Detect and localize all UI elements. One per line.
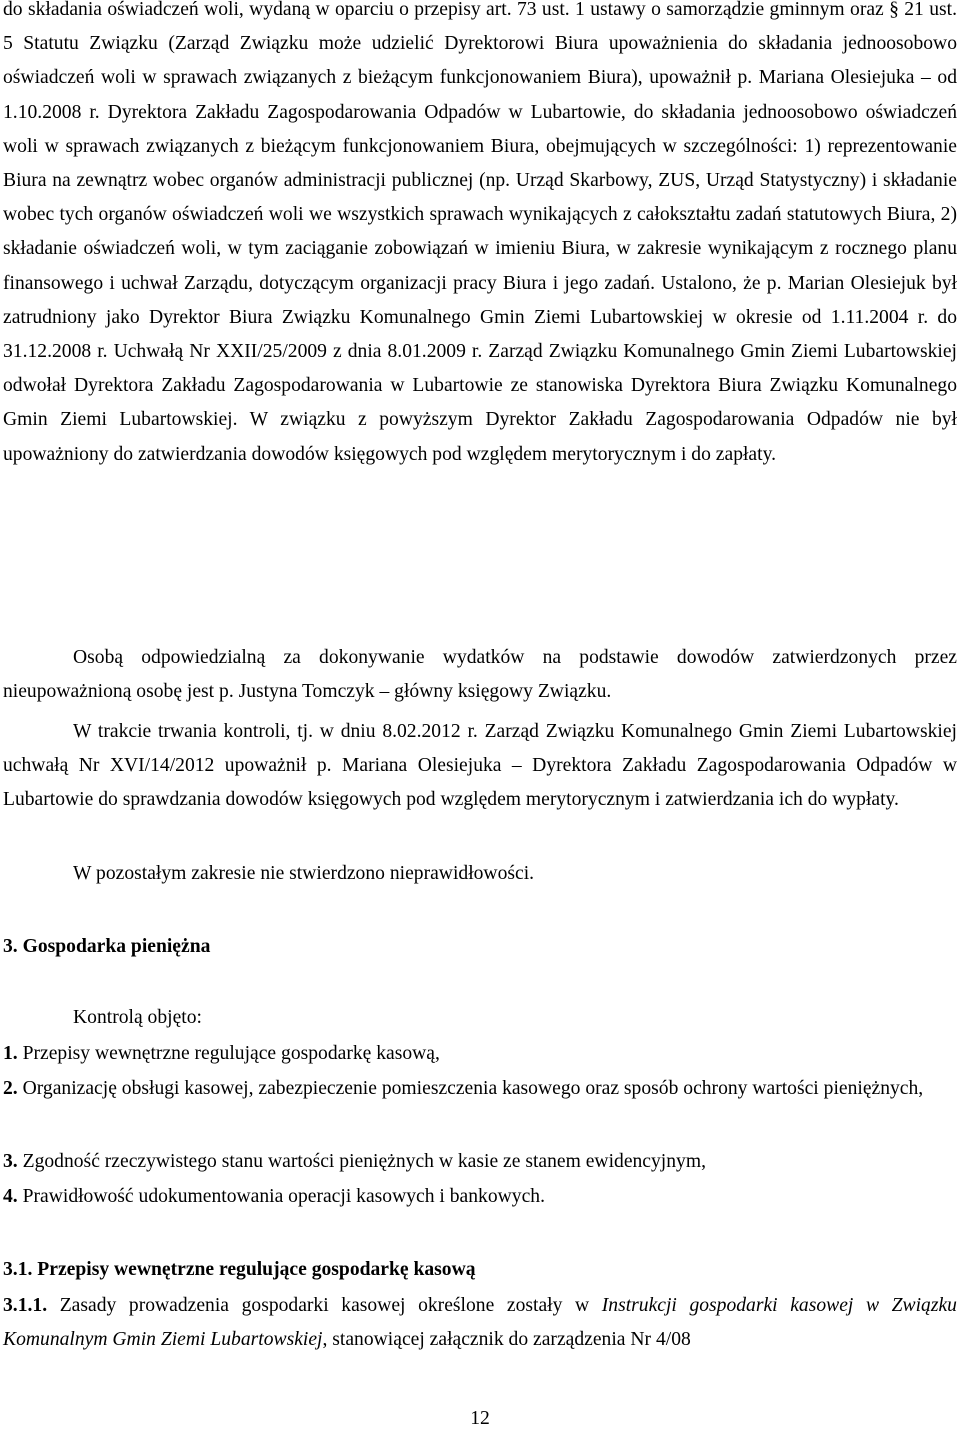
scope-item bbox=[3, 1180, 957, 1214]
scope-item bbox=[3, 1145, 957, 1179]
scope-item-text: Prawidłowość udokumentowania operacji kasowych i bankowych. bbox=[22, 1186, 545, 1207]
paragraph-authorization: do składania oświadczeń woli, wydaną w oparciu o przepisy art. 73 ust. 1 ustawy o samorządzie gminnym oraz § 21 ust. 5 Statutu Związku (Zarząd Związku może udzielić Dyrektorowi Biura upoważnienia do składania jednoosobowo oświadczeń woli w sprawach związanych z bieżącym funkcjonowaniem Biura), upoważnił p. Mariana Olesiejuka – od 1.10.2008 r. Dyrektora Zakładu Zagospodarowania Odpadów w Lubartowie, do składania jednoosobowo oświadczeń woli w sprawach związanych z bieżącym funkcjonowaniem Biura, obejmujących w szczególności: 1) reprezentowanie Biura na zewnątrz wobec organów administracji publicznej (np. Urząd Skarbowy, ZUS, Urząd Statystyczny) i składanie wobec tych organów oświadczeń woli we wszystkich sprawach wynikających z całokształtu zadań statutowych Biura, 2) składanie oświadczeń woli, w tym zaciąganie zobowiązań w imieniu Biura, w zakresie wynikającym z rocznego planu finansowego i uchwał Zarządu, dotyczącym organizacji pracy Biura i jego zadań. Ustalono, że p. Marian Olesiejuk był zatrudniony jako Dyrektor Biura Związku Komunalnego Gmin Ziemi Lubartowskiej w okresie od 1.11.2004 r. do 31.12.2008 r. Uchwałą Nr XXII/25/2009 z dnia 8.01.2009 r. Zarząd Związku Komunalnego Gmin Ziemi Lubartowskiej odwołał Dyrektora Zakładu Zagospodarowania w Lubartowie ze stanowiska Dyrektora Biura Związku Komunalnego Gmin Ziemi Lubartowskiej. W związku z powyższym Dyrektor Zakładu Zagospodarowania Odpadów nie był upoważniony do zatwierdzania dowodów księgowych pod względem merytorycznym i do zapłaty. bbox=[3, 0, 957, 465]
scope-item-text: Zgodność rzeczywistego stanu wartości pieniężnych w kasie ze stanem ewidencyjnym, bbox=[22, 1151, 706, 1172]
subsection-heading: 3.1. Przepisy wewnętrzne regulujące gospodarkę kasową bbox=[3, 1259, 476, 1280]
paragraph-number: 3.1.1. bbox=[3, 1295, 48, 1316]
scope-item-text: Organizację obsługi kasowej, zabezpieczenie pomieszczenia kasowego oraz sposób ochrony wartości pieniężnych, bbox=[22, 1078, 924, 1099]
scope-item bbox=[3, 1072, 957, 1106]
scope-item-number: 3. bbox=[3, 1151, 18, 1172]
scope-intro: Kontrolą objęto: bbox=[73, 1007, 202, 1028]
paragraph-text: Zasady prowadzenia gospodarki kasowej określone zostały w bbox=[59, 1295, 590, 1316]
scope-item-number: 2. bbox=[3, 1078, 18, 1099]
page-number: 12 bbox=[470, 1408, 490, 1429]
paragraph-responsible-person: Osobą odpowiedzialną za dokonywanie wydatków na podstawie dowodów zatwierdzonych przez nieupoważnioną osobę jest p. Justyna Tomczyk – główny księgowy Związku. bbox=[3, 647, 957, 703]
document-title-italic: Instrukcji gospodarki kasowej w Związku Komunalnym Gmin Ziemi Lubartowskiej bbox=[3, 1295, 957, 1351]
scope-item-number: 1. bbox=[3, 1043, 18, 1064]
scope-item bbox=[3, 1037, 957, 1071]
section-heading: 3. Gospodarka pieniężna bbox=[3, 936, 211, 957]
paragraph-control-authorization: W trakcie trwania kontroli, tj. w dniu 8.02.2012 r. Zarząd Związku Komunalnego Gmin Ziemi Lubartowskiej uchwałą Nr XVI/14/2012 upoważnił p. Mariana Olesiejuka – Dyrektora Zakładu Zagospodarowania Odpadów w Lubartowie do sprawdzania dowodów księgowych pod względem merytorycznym i zatwierdzania ich do wypłaty. bbox=[3, 721, 957, 811]
scope-item-number: 4. bbox=[3, 1186, 18, 1207]
paragraph-cash-rules bbox=[3, 1289, 957, 1357]
scope-item-text: Przepisy wewnętrzne regulujące gospodarkę kasową, bbox=[22, 1043, 440, 1064]
paragraph-text: , stanowiącej załącznik do zarządzenia Nr 4/08 bbox=[322, 1329, 691, 1351]
paragraph-no-irregularities: W pozostałym zakresie nie stwierdzono nieprawidłowości. bbox=[73, 863, 535, 884]
